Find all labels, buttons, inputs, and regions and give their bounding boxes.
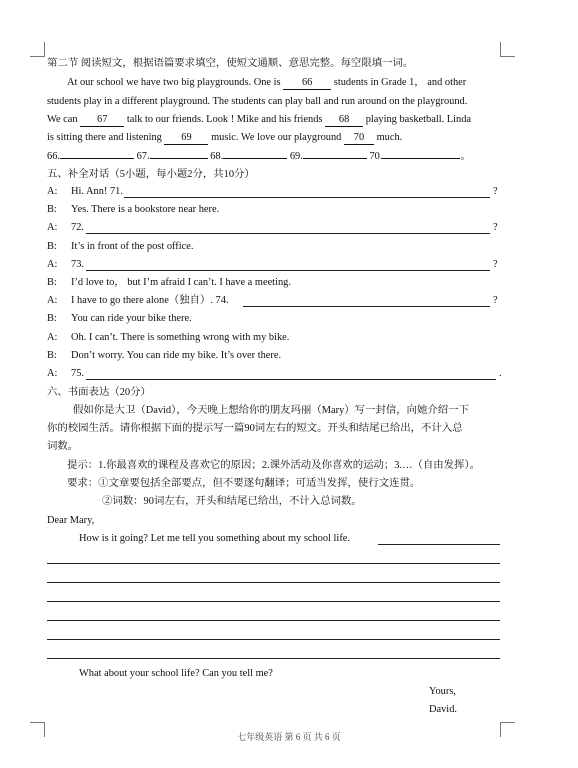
- writing-line[interactable]: [47, 601, 500, 602]
- dialogue-line: [47, 294, 229, 308]
- writing-intro-3: 词数。: [47, 441, 79, 452]
- answer-blank-66[interactable]: [60, 158, 134, 159]
- passage-text: music. We love our playground: [211, 132, 342, 143]
- speaker-label: B:: [47, 277, 57, 288]
- dialogue-text: Hi. Ann! 71.: [71, 186, 123, 197]
- dialogue-text: You can ride your bike there.: [71, 313, 192, 325]
- page-footer: 七年级英语 第 6 页 共 6 页: [237, 732, 341, 742]
- blank-66: 66: [283, 77, 331, 90]
- answer-blank-70[interactable]: [382, 158, 460, 159]
- dialogue-line: [47, 349, 281, 363]
- speaker-label: A:: [47, 258, 58, 270]
- answer-line-66-70: [47, 150, 471, 164]
- answer-number: 67.: [136, 151, 150, 162]
- line-end-punctuation: ?: [493, 295, 498, 307]
- blank-69: 69: [164, 132, 208, 145]
- line-end: 。: [460, 151, 471, 162]
- passage-line-4: [47, 131, 402, 145]
- writing-line[interactable]: [47, 582, 500, 583]
- writing-requirement-1: 要求：①文章要包括全部要点，但不要逐句翻译；可适当发挥，使行文连贯。: [67, 478, 421, 489]
- dialogue-line: [47, 258, 84, 272]
- writing-line[interactable]: [378, 544, 500, 545]
- answer-line[interactable]: [86, 270, 490, 271]
- crop-mark-top-left: [30, 42, 45, 57]
- writing-line[interactable]: [47, 658, 500, 659]
- writing-intro-1: 假如你是大卫（David），今天晚上想给你的朋友玛丽（Mary）写一封信，向她介绍一下: [73, 405, 469, 416]
- answer-blank-67[interactable]: [150, 158, 208, 159]
- passage-line-2: students play in a different playground. The students can play ball and run around on the playground.: [47, 96, 468, 107]
- answer-line[interactable]: [243, 306, 490, 307]
- dialogue-line: [47, 203, 219, 217]
- letter-opening: [79, 532, 350, 546]
- passage-text: much.: [376, 132, 403, 143]
- answer-line[interactable]: [124, 197, 490, 198]
- dialogue-text: 75.: [71, 368, 84, 379]
- answer-number: 66.: [47, 151, 60, 162]
- dialogue-line: [47, 312, 192, 326]
- dialogue-text: Don’t worry. You can ride my bike. It’s over there.: [71, 349, 282, 361]
- dialogue-line: [47, 185, 123, 199]
- answer-number: 68.: [210, 151, 224, 162]
- dialogue-line: [47, 276, 291, 290]
- letter-opening-text: How is it going? Let me tell you something about my school life.: [79, 533, 350, 544]
- passage-text: talk to our friends. Look ! Mike and his friends: [126, 114, 323, 125]
- dialogue-line: [47, 331, 289, 345]
- speaker-label: A:: [47, 295, 58, 307]
- passage-line-3: [47, 113, 471, 127]
- line-end-punctuation: ?: [493, 186, 498, 197]
- line-end-punctuation: ?: [493, 222, 498, 234]
- dialogue-text: I have to go there alone（独自）. 74.: [71, 295, 229, 307]
- letter-signature: David.: [429, 704, 457, 715]
- line-end-punctuation: .: [499, 368, 502, 379]
- speaker-label: A:: [47, 331, 58, 343]
- writing-line[interactable]: [47, 563, 500, 564]
- letter-yours: Yours,: [429, 686, 456, 697]
- answer-number: 69.: [289, 151, 303, 162]
- dialogue-text: It’s in front of the post office.: [71, 240, 194, 252]
- passage-text: is sitting there and listening: [47, 132, 162, 143]
- dialogue-line: [47, 367, 84, 381]
- blank-67: 67: [80, 114, 124, 127]
- passage-text: playing basketball. Linda: [365, 114, 472, 125]
- writing-hint: 提示：1.你最喜欢的课程及喜欢它的原因；2.课外活动及你喜欢的运动；3.…（自由发挥）。: [67, 460, 481, 471]
- dialogue-text: Yes. There is a bookstore near here.: [71, 204, 220, 216]
- blank-68: 68: [325, 114, 363, 127]
- answer-blank-68[interactable]: [223, 158, 287, 159]
- writing-line[interactable]: [47, 639, 500, 640]
- dialogue-text: I’d love to， but I’m afraid I can’t. I have a meeting.: [71, 277, 291, 288]
- passage-text: At our school we have two big playgrounds. One is: [67, 77, 281, 88]
- passage-text: students in Grade 1， and other: [333, 77, 467, 88]
- section6-title: 六、书面表达（20分）: [47, 387, 151, 398]
- dialogue-text: 72.: [71, 222, 84, 234]
- crop-mark-top-right: [500, 42, 515, 57]
- answer-number: 70.: [369, 151, 383, 162]
- speaker-label: B:: [47, 240, 57, 252]
- speaker-label: A:: [47, 186, 58, 197]
- section5-title: 五、补全对话（5小题，每小题2分，共10分）: [47, 169, 255, 180]
- answer-line[interactable]: [86, 233, 490, 234]
- letter-closing: What about your school life? Can you tell me?: [79, 668, 273, 679]
- passage-line-1: [67, 76, 466, 90]
- speaker-label: B:: [47, 349, 57, 361]
- speaker-label: A:: [47, 222, 58, 234]
- writing-intro-2: 你的校园生活。请你根据下面的提示写一篇90词左右的短文。开头和结尾已给出，不计入总: [47, 423, 463, 434]
- answer-line[interactable]: [86, 379, 496, 380]
- speaker-label: B:: [47, 313, 57, 325]
- writing-line[interactable]: [47, 620, 500, 621]
- writing-requirement-2: ②词数：90词左右，开头和结尾已给出，不计入总词数。: [102, 496, 362, 507]
- blank-70: 70: [344, 132, 374, 145]
- passage-text: We can: [47, 114, 78, 125]
- dialogue-line: [47, 240, 193, 254]
- line-end-punctuation: ?: [493, 258, 498, 270]
- speaker-label: A:: [47, 368, 58, 379]
- speaker-label: B:: [47, 204, 57, 216]
- letter-greeting: Dear Mary,: [47, 515, 95, 526]
- answer-blank-69[interactable]: [303, 158, 367, 159]
- dialogue-text: 73.: [71, 258, 84, 270]
- dialogue-text: Oh. I can’t. There is something wrong with my bike.: [71, 331, 290, 343]
- section2-title: 第二节 阅读短文，根据语篇要求填空，使短文通顺、意思完整。每空限填一词。: [47, 58, 414, 69]
- dialogue-line: [47, 221, 84, 235]
